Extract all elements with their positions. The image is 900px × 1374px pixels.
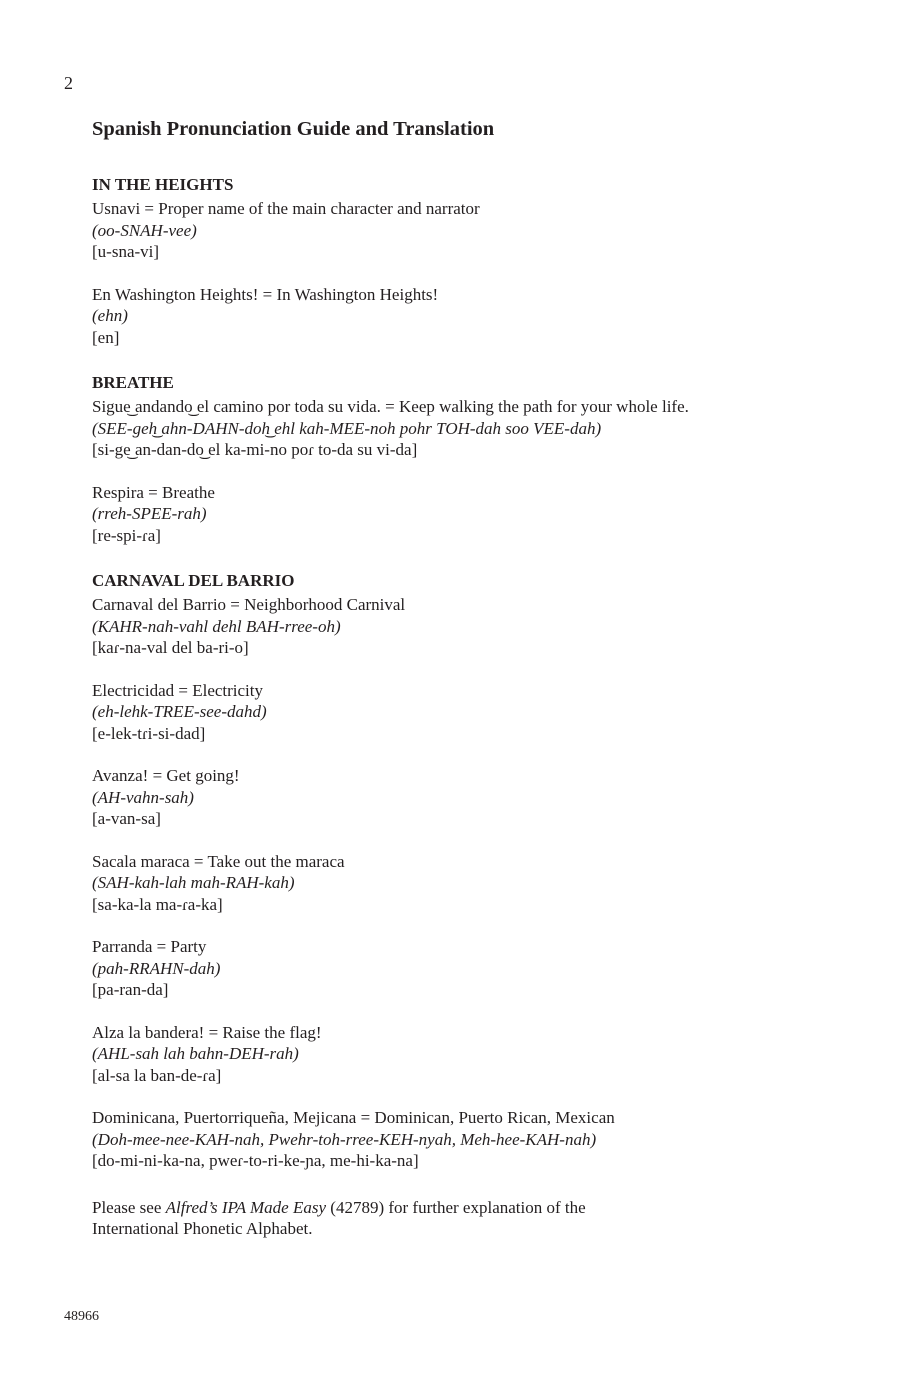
- page-title: Spanish Pronunciation Guide and Translation: [92, 118, 495, 140]
- note-line1-rest: (42789) for further explanation of the: [326, 1197, 586, 1217]
- ipa-line: [pa-ran-da]: [92, 980, 169, 999]
- translation-line: Usnavi = Proper name of the main character and narrator: [92, 199, 480, 218]
- pronunciation-line: (AH-vahn-sah): [92, 787, 194, 807]
- guide-content: [92, 116, 852, 1240]
- entry: [92, 1107, 852, 1172]
- translation-line: Alza la bandera! = Raise the flag!: [92, 1022, 322, 1042]
- entry: [92, 284, 852, 349]
- ipa-line: [al-sa la ban-de-ɾa]: [92, 1065, 222, 1085]
- entry: [92, 1022, 852, 1087]
- ipa-line: [en]: [92, 327, 120, 347]
- ipa-line: [kaɾ-na-val del ba-ri-o]: [92, 638, 249, 657]
- translation-line: Respira = Breathe: [92, 482, 215, 502]
- translation-line: Sigue͜ andando͜ el camino por toda su vida. = Keep walking the path for your whole life.: [92, 397, 689, 416]
- entry: [92, 765, 852, 830]
- entry: [92, 680, 852, 745]
- entry: [92, 594, 852, 659]
- reference-note-line-1: [92, 1197, 852, 1219]
- section-carnaval-del-barrio: [92, 571, 852, 1172]
- pronunciation-line: (KAHR-nah-vahl dehl BAH-rree-oh): [92, 616, 341, 636]
- section-heading: CARNAVAL DEL BARRIO: [92, 571, 295, 590]
- translation-line: Avanza! = Get going!: [92, 766, 240, 785]
- ipa-line: [sa-ka-la ma-ɾa-ka]: [92, 894, 223, 914]
- section-heading: IN THE HEIGHTS: [92, 175, 234, 194]
- pronunciation-line: (SAH-kah-lah mah-RAH-kah): [92, 873, 295, 892]
- pronunciation-line: (ehn): [92, 306, 128, 325]
- translation-line: Sacala maraca = Take out the maraca: [92, 851, 345, 871]
- ipa-line: [si-ge͜ an-dan-do͜ el ka-mi-no poɾ to-da su vi-da]: [92, 440, 418, 459]
- book-title: Alfred’s IPA Made Easy: [165, 1197, 327, 1217]
- entry: [92, 198, 852, 263]
- translation-line: Parranda = Party: [92, 937, 207, 956]
- pronunciation-line: (pah-RRAHN-dah): [92, 958, 221, 978]
- reference-note-line-2: International Phonetic Alphabet.: [92, 1219, 313, 1238]
- ipa-line: [e-lek-tɾi-si-dad]: [92, 723, 206, 743]
- note-prefix: Please see: [92, 1197, 166, 1217]
- catalog-number: 48966: [64, 1309, 99, 1324]
- translation-line: Electricidad = Electricity: [92, 680, 264, 700]
- translation-line: Carnaval del Barrio = Neighborhood Carnival: [92, 595, 406, 614]
- pronunciation-line: (AHL-sah lah bahn-DEH-rah): [92, 1044, 299, 1063]
- pronunciation-line: (eh-lehk-TREE-see-dahd): [92, 702, 267, 721]
- entry: [92, 851, 852, 916]
- pronunciation-line: (rreh-SPEE-rah): [92, 504, 207, 523]
- translation-line: Dominicana, Puertorriqueña, Mejicana = Dominican, Puerto Rican, Mexican: [92, 1108, 615, 1127]
- ipa-line: [a-van-sa]: [92, 809, 161, 828]
- entry: [92, 482, 852, 547]
- pronunciation-line: (Doh-mee-nee-KAH-nah, Pwehr-toh-rree-KEH-nyah, Meh-hee-KAH-nah): [92, 1129, 597, 1149]
- pronunciation-line: (oo-SNAH-vee): [92, 220, 197, 240]
- page-number: 2: [64, 73, 73, 93]
- translation-line: En Washington Heights! = In Washington Heights!: [92, 284, 439, 304]
- ipa-line: [do-mi-ni-ka-na, pweɾ-to-ri-ke-ɲa, me-hi-ka-na]: [92, 1151, 419, 1170]
- entry: [92, 396, 852, 461]
- section-heading: BREATHE: [92, 373, 174, 392]
- pronunciation-line: (SEE-geh͜ ahn-DAHN-doh͜ ehl kah-MEE-noh pohr TOH-dah soo VEE-dah): [92, 418, 602, 438]
- ipa-line: [u-sna-vi]: [92, 242, 160, 261]
- section-breathe: [92, 373, 852, 546]
- section-in-the-heights: [92, 175, 852, 348]
- ipa-line: [re-spi-ɾa]: [92, 525, 161, 545]
- entry: [92, 936, 852, 1001]
- reference-note: [92, 1197, 852, 1240]
